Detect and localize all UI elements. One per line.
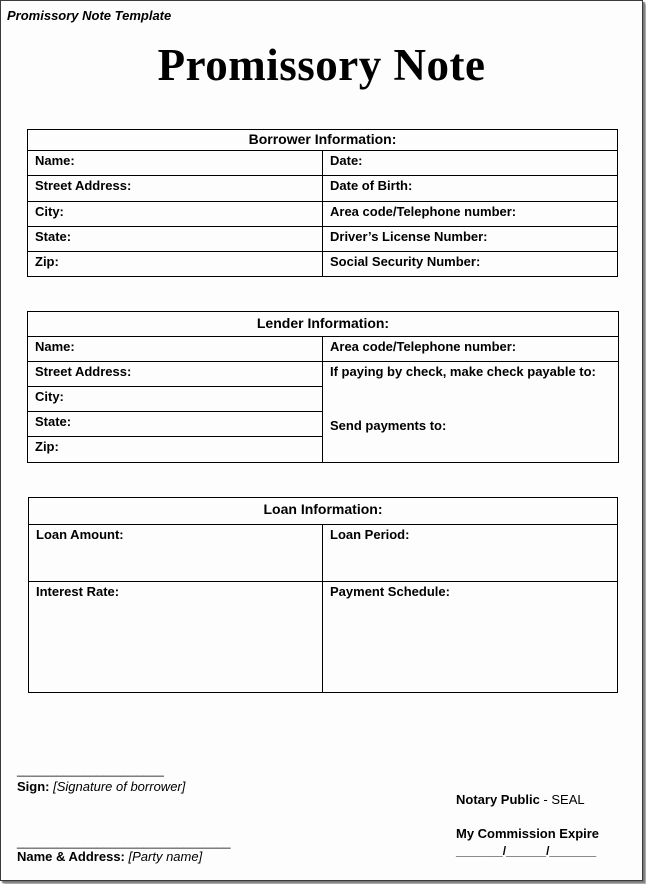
lender-section <box>27 311 619 463</box>
lender-state-field[interactable]: State: <box>35 414 72 429</box>
borrower-state-field[interactable]: State: <box>35 229 72 244</box>
borrower-date-field[interactable]: Date: <box>330 153 363 168</box>
template-label: Promissory Note Template <box>7 8 172 23</box>
borrower-phone-field[interactable]: Area code/Telephone number: <box>330 204 517 219</box>
borrower-zip-field[interactable]: Zip: <box>35 254 59 269</box>
borrower-ssn-field[interactable]: Social Security Number: <box>330 254 481 269</box>
borrower-name-field[interactable]: Name: <box>35 153 75 168</box>
name-address-label: Name & Address: <box>17 849 125 864</box>
borrower-city-field[interactable]: City: <box>35 204 64 219</box>
lender-city-field[interactable]: City: <box>35 389 64 404</box>
signature-label-row <box>17 779 185 794</box>
name-address-line: ________________________________ <box>17 835 231 849</box>
loan-section <box>28 497 618 693</box>
page-title: Promissory Note <box>157 40 486 90</box>
lender-header: Lender Information: <box>28 312 618 337</box>
loan-period-field[interactable]: Loan Period: <box>330 527 410 542</box>
notary-row <box>456 792 585 807</box>
lender-zip-field[interactable]: Zip: <box>35 439 59 454</box>
interest-rate-field[interactable]: Interest Rate: <box>36 584 120 599</box>
commission-label: My Commission Expire <box>456 826 600 841</box>
borrower-header: Borrower Information: <box>28 130 617 151</box>
borrower-section <box>27 129 618 277</box>
sign-placeholder[interactable]: [Signature of borrower] <box>53 779 186 794</box>
lender-send-payments-field[interactable]: Send payments to: <box>330 418 447 433</box>
party-name-placeholder[interactable]: [Party name] <box>128 849 203 864</box>
sign-label: Sign: <box>17 779 50 794</box>
lender-check-payable-field[interactable]: If paying by check, make check payable to: <box>330 364 596 379</box>
borrower-dob-field[interactable]: Date of Birth: <box>330 178 413 193</box>
notary-label: Notary Public <box>456 792 540 807</box>
name-address-row <box>17 849 202 864</box>
commission-date-line[interactable]: _______/______/_______ <box>456 844 597 858</box>
payment-schedule-field[interactable]: Payment Schedule: <box>330 584 450 599</box>
notary-seal-text: - SEAL <box>539 792 585 807</box>
borrower-street-field[interactable]: Street Address: <box>35 178 132 193</box>
lender-phone-field[interactable]: Area code/Telephone number: <box>330 339 517 354</box>
loan-amount-field[interactable]: Loan Amount: <box>36 527 124 542</box>
lender-street-field[interactable]: Street Address: <box>35 364 132 379</box>
signature-line: ______________________ <box>17 763 164 777</box>
loan-header: Loan Information: <box>29 498 617 525</box>
lender-name-field[interactable]: Name: <box>35 339 75 354</box>
borrower-license-field[interactable]: Driver’s License Number: <box>330 229 488 244</box>
